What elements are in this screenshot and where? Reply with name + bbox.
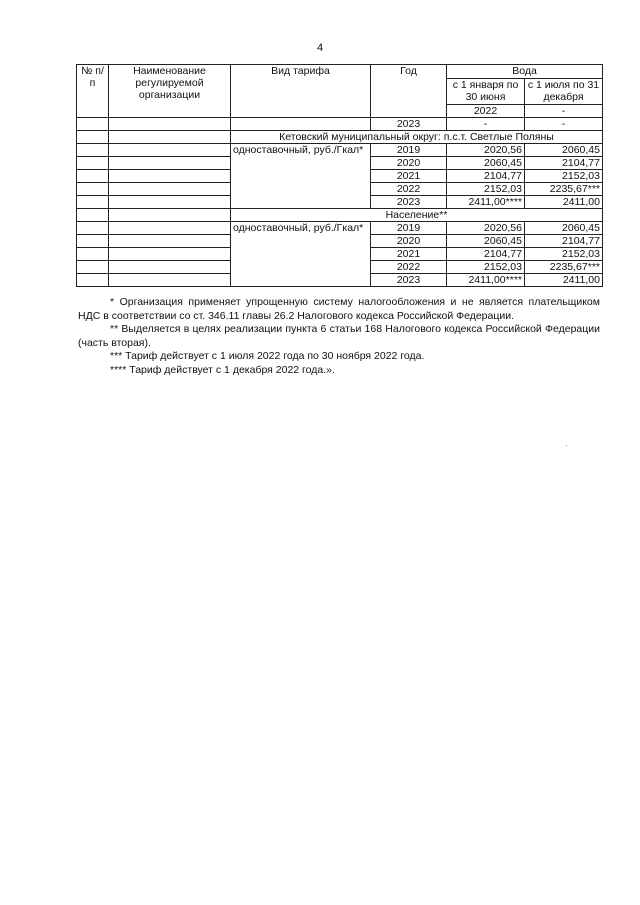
header-second-half: с 1 июля по 31 декабря [525, 79, 603, 105]
cell-value: 2235,67*** [525, 183, 603, 196]
table-row: 2021 [371, 170, 447, 183]
cell-value: 2411,00 [525, 274, 603, 287]
cell-value: 2104,77 [447, 170, 525, 183]
cell-value: 2060,45 [447, 235, 525, 248]
table-row: 2022 [371, 183, 447, 196]
table-row: 2020 [371, 157, 447, 170]
table-row: 2022 [371, 261, 447, 274]
cell-value: 2152,03 [525, 248, 603, 261]
cell-value: 2411,00**** [447, 196, 525, 209]
cell-value: 2152,03 [447, 261, 525, 274]
cell-value: 2060,45 [525, 144, 603, 157]
table-row: 2019 [371, 222, 447, 235]
table-row: 2022 [447, 105, 525, 118]
footnote: *** Тариф действует с 1 июля 2022 года по 30 ноября 2022 года. [110, 350, 425, 362]
table-row: 2023 [371, 274, 447, 287]
table-row: 2023 [371, 196, 447, 209]
header-organization: Наименование регулируемой организации [109, 65, 231, 118]
section-title: Население** [231, 209, 603, 222]
header-first-half: с 1 января по 30 июня [447, 79, 525, 105]
cell-value: 2020,56 [447, 222, 525, 235]
table-row: 2020 [371, 235, 447, 248]
tariff-type: одноставочный, руб./Гкал* [231, 222, 371, 287]
cell-value: 2060,45 [525, 222, 603, 235]
header-water: Вода [447, 65, 603, 79]
cell-value: 2152,03 [525, 170, 603, 183]
cell-value: - [525, 105, 603, 118]
footnotes [78, 296, 600, 377]
table-row: 2023 [371, 118, 447, 131]
cell-value: 2104,77 [525, 235, 603, 248]
cell-value: 2020,56 [447, 144, 525, 157]
cell-value: 2104,77 [447, 248, 525, 261]
header-tariff-type: Вид тарифа [231, 65, 371, 118]
cell-value: 2411,00**** [447, 274, 525, 287]
cell-value: 2235,67*** [525, 261, 603, 274]
cell-value: 2411,00 [525, 196, 603, 209]
table-row: 2019 [371, 144, 447, 157]
scan-speck [566, 445, 567, 446]
cell-value: - [447, 118, 525, 131]
tariff-type: одноставочный, руб./Гкал* [231, 144, 371, 209]
footnote: * Организация применяет упрощенную систему налогообложения и не является плательщиком НДС в соответствии со ст. 346.11 главы 26.2 Налогового кодекса Российской Федерации. [78, 296, 600, 322]
tariff-table [76, 64, 603, 287]
cell-value: 2060,45 [447, 157, 525, 170]
footnote: ** Выделяется в целях реализации пункта 6 статьи 168 Налогового кодекса Российской Федерации (часть вторая). [78, 323, 600, 349]
header-year: Год [371, 65, 447, 118]
table-row: 2021 [371, 248, 447, 261]
cell-value: 2152,03 [447, 183, 525, 196]
page-number: 4 [316, 42, 324, 54]
footnote: **** Тариф действует с 1 декабря 2022 года.». [110, 363, 335, 376]
cell-value: 2104,77 [525, 157, 603, 170]
header-number: № п/п [77, 65, 109, 118]
section-title: Кетовский муниципальный округ: п.с.т. Светлые Поляны [231, 131, 603, 144]
cell-value: - [525, 118, 603, 131]
